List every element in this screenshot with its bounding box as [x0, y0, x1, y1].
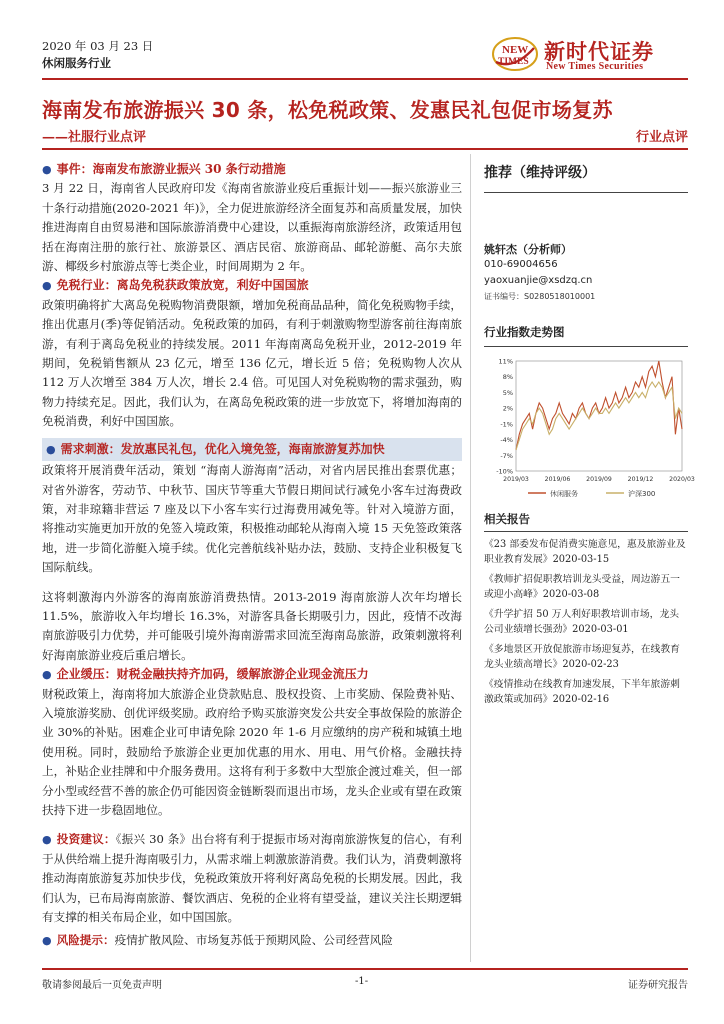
bullet-icon: ●	[42, 279, 52, 293]
chart-title: 行业指数走势图	[484, 324, 688, 347]
legend-label: 沪深300	[628, 490, 656, 498]
section-paragraph: 《振兴 30 条》出台将有利于提振市场对海南旅游恢复的信心，有利于从供给端上提升海南吸引力，从需求端上刺激旅游消费。我们认为，消费刺激将推动海南旅游复苏加快步伐，免税政策放开将利好离岛免税的长期发展。因此，我们认为，已布局海南旅游、餐饮酒店、免税的企业将有望受益，建议关注长期逻辑有支撑的相关布局企业，如中国国旅。	[42, 832, 463, 925]
related-report-item[interactable]: 《升学扩招 50 万人利好职教培训市场，龙头公司业绩增长强劲》2020-03-01	[484, 609, 680, 635]
column-divider	[470, 154, 471, 962]
bullet-icon: ●	[42, 163, 52, 176]
section-paragraph: 3 月 22 日，海南省人民政府印发《海南省旅游业疫后重振计划——振兴旅游业三十条行动措施(2020-2021 年)》，全力促进旅游经济全面复苏和高质量发展，加快推进海南自由贸易港和国际旅游消费中心建设，以重振海南旅游经济，政策适用包括在海南注册的旅行社、旅游景区、酒店民宿、旅游商品、邮轮游艇、高尔夫旅游、椰级乡村旅游点等七类企业，时间周期为 2 年。	[42, 181, 462, 274]
footer-rule	[42, 968, 688, 970]
section-heading: 事件：海南发布旅游业振兴 30 条行动措施	[56, 162, 286, 176]
x-tick-label: 2019/09	[586, 476, 612, 483]
section-heading: 免税行业：离岛免税获政策放宽，利好中国国旅	[56, 278, 309, 293]
analyst-name: 姚轩杰（分析师）	[484, 243, 572, 256]
bullet-icon: ●	[42, 934, 52, 948]
section-demand	[42, 438, 462, 665]
footer-disclaimer: 敬请参阅最后一页免责声明	[42, 980, 162, 991]
footer-report-type: 证券研究报告	[628, 980, 688, 991]
x-tick-label: 2020/03	[669, 476, 695, 483]
page-number: -1-	[355, 976, 369, 987]
related-reports-list	[484, 537, 688, 707]
y-tick-label: 11%	[498, 357, 513, 366]
brand-logo	[488, 34, 688, 74]
bullet-icon: ●	[42, 668, 52, 682]
y-tick-label: 5%	[502, 388, 513, 397]
y-tick-label: -4%	[500, 436, 513, 445]
x-tick-label: 2019/06	[544, 476, 571, 483]
section-heading: 需求刺激：发放惠民礼包，优化入境免签，海南旅游复苏加快	[60, 441, 385, 456]
section-paragraph: 这将刺激海内外游客的海南旅游消费热情。2013-2019 海南旅游人次年均增长 11.5%，旅游收入年均增长 16.3%，对游客具备长期吸引力，因此，疫情不改海南旅游吸引力优势，并可能吸引境外海南游需求回流至海南岛旅游，政策刺激将利好海南旅游业疫后重启增长。	[42, 589, 462, 662]
y-tick-label: 8%	[502, 373, 513, 382]
header-rule	[42, 78, 688, 80]
section-paragraph: 政策将开展消费年活动，策划 “海南人游海南”活动，对省内居民推出套票优惠；对省外游客，劳动节、中秋节、国庆节等重大节假日期间试行减免小客车过海费政策，对非琼籍非营运 7 座及以下小客车实行过海费用减免等。针对入境游方面，将推动实施更加开放的免签入境政策，积极推动邮轮从海南入境 15 天免签政策落地，进一步简化游艇入境手续。优化完善航线补贴办法，鼓励、支持企业积极复飞国际航线。	[42, 463, 462, 575]
title-rule	[42, 148, 688, 150]
report-title: 海南发布旅游振兴 30 条，松免税政策、发惠民礼包促市场复苏	[42, 98, 613, 122]
header-meta	[42, 38, 153, 72]
report-date: 2020 年 03 月 23 日	[42, 39, 154, 53]
analyst-phone: 010-69004656	[484, 259, 558, 270]
section-paragraph: 财税政策上，海南将加大旅游企业贷款贴息、股权投资、上市奖励、保险费补贴、入境旅游奖励、创优评级奖励。政府给予购买旅游突发公共安全事故保险的旅游企业 30%的补贴。困难企业可申请免除 2020 年 1-6 月应缴纳的房产税和城镇土地使用税。同时，鼓励给予旅游企业更加优惠的用水、用电、用气价格。金融扶持上，补贴企业挂牌和中介服务费用。这将有利于多数中大型旅企渡过难关，但一部分小型或经营不善的旅企仍可能因资金链断裂而退出市场，龙头企业或有望在政策扶持下进一步稳固地位。	[42, 686, 462, 817]
main-body	[42, 160, 462, 951]
section-risk	[42, 931, 462, 950]
section-highlight-bar	[42, 438, 462, 461]
section-paragraph: 政策明确将扩大离岛免税购物消费限额，增加免税商品品种，简化免税购物手续，推出优惠月(季)等促销活动。免税政策的加码，有利于刺激购物型游客前往海南旅游，有利于离岛免税业的持续发展。2011 年海南离岛免税开业，2012-2019 年期间，免税销售额从 23 亿元，增至 136 亿元，增长近 5 倍；免税购物人次从 112 万人次增至 384 万人次，增长 2.4 倍。可见国人对免税购物的需求强劲，购物力持续充足。因此，我们认为，在离岛免税政策的进一步放宽下，将增加海南的免税消费，利好中国国旅。	[42, 297, 462, 429]
related-report-item[interactable]: 《疫情推动在线教育加速发展，下半年旅游刺激政策或加码》2020-02-16	[484, 679, 680, 705]
y-tick-label: -7%	[500, 451, 513, 460]
section-heading: 投资建议：	[56, 832, 116, 847]
analyst-cert: 证书编号：S0280518010001	[484, 292, 596, 301]
section-event	[42, 160, 462, 276]
logo-mark-text-2: TIMES	[498, 57, 529, 67]
bullet-icon: ●	[42, 833, 52, 847]
index-chart	[484, 353, 695, 503]
series-line-1	[516, 382, 682, 450]
section-heading: 风险提示：	[56, 933, 115, 948]
y-tick-label: -10%	[496, 467, 513, 476]
logo-en: New Times Securities	[546, 61, 644, 72]
chart-frame	[516, 361, 682, 471]
rating-label: 推荐（维持评级）	[484, 160, 688, 193]
index-chart-svg	[484, 353, 695, 503]
series-line-0	[516, 361, 682, 450]
section-heading: 企业缓压：财税金融扶持齐加码，缓解旅游企业现金流压力	[56, 667, 369, 682]
section-investment	[42, 830, 462, 927]
section-enterprise	[42, 665, 462, 820]
x-tick-label: 2019/12	[627, 476, 654, 483]
related-report-item[interactable]: 《23 部委发布促消费实施意见，惠及旅游业及职业教育发展》2020-03-15	[484, 539, 686, 565]
related-report-item[interactable]: 《多地景区开放促旅游市场迎复苏，在线教育龙头业绩高增长》2020-02-23	[484, 644, 680, 670]
section-paragraph: 疫情扩散风险、市场复苏低于预期风险、公司经营风险	[114, 933, 393, 948]
industry-label: 休闲服务行业	[42, 56, 111, 70]
sidebar	[484, 160, 695, 707]
analyst-email: yaoxuanjie@xsdzq.cn	[484, 275, 593, 286]
section-dutyfree	[42, 276, 462, 431]
x-tick-label: 2019/03	[503, 476, 529, 483]
related-reports-title: 相关报告	[484, 511, 688, 532]
report-type: 行业点评	[635, 130, 688, 145]
logo-cn: 新时代证券	[544, 40, 654, 64]
legend-label: 休闲服务	[550, 490, 578, 498]
report-subtitle: ——社服行业点评	[42, 130, 147, 145]
logo-mark-icon	[488, 34, 540, 74]
y-tick-label: -1%	[500, 420, 513, 429]
logo-mark-text-1: NEW	[502, 44, 529, 56]
related-report-item[interactable]: 《教师扩招促职教培训龙头受益，周边游五一或迎小高峰》2020-03-08	[484, 574, 680, 600]
bullet-icon: ●	[46, 442, 56, 456]
y-tick-label: 2%	[502, 404, 513, 413]
